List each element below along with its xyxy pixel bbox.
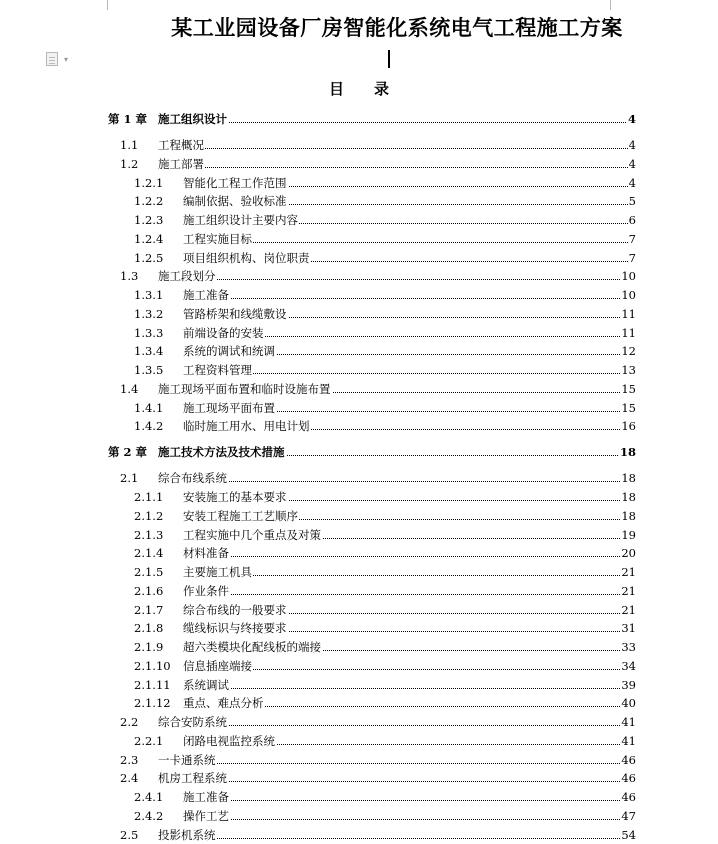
toc-entry-page: 15 — [621, 381, 636, 396]
toc-entry[interactable] — [0, 619, 718, 635]
toc-entry-page: 10 — [621, 288, 636, 302]
toc-entry-page: 20 — [621, 546, 636, 561]
toc-entry-number: 2.1.7 — [134, 602, 164, 617]
toc-entry-number: 2.5 — [120, 827, 139, 842]
toc-entry-title: 施工组织设计主要内容 — [183, 213, 298, 227]
toc-entry-number: 1.2.1 — [134, 175, 164, 190]
toc-entry-number: 1.3.3 — [134, 325, 164, 340]
toc-entry-number: 2.1.2 — [134, 508, 164, 523]
toc-entry[interactable] — [0, 694, 718, 710]
toc-entry-title: 操作工艺 — [183, 808, 229, 823]
toc-leader-dots — [183, 298, 632, 299]
toc-entry-page: 4 — [628, 138, 636, 152]
toc-entry-title: 信息插座端接 — [183, 658, 252, 673]
toc-entry-page: 18 — [621, 471, 636, 486]
toc-entry-page: 7 — [628, 231, 636, 246]
toc-entry[interactable] — [0, 488, 718, 504]
toc-entry-number: 2.4.1 — [134, 790, 164, 804]
toc-entry[interactable] — [0, 676, 718, 692]
toc-entry[interactable] — [0, 417, 718, 433]
toc-entry-number: 第 1 章 — [108, 112, 148, 126]
toc-leader-dots — [158, 781, 632, 782]
toc-entry[interactable] — [0, 563, 718, 579]
toc-entry-page: 46 — [621, 752, 636, 767]
toc-entry-page: 4 — [627, 112, 636, 126]
toc-entry[interactable] — [0, 380, 718, 396]
toc-entry[interactable] — [0, 174, 718, 190]
toc-entry-title: 超六类模块化配线板的端接 — [183, 640, 321, 654]
toc-entry-page: 21 — [621, 602, 636, 617]
toc-entry-title: 综合安防系统 — [158, 715, 227, 729]
toc-entry-number: 2.4.2 — [134, 808, 164, 823]
toc-leader-dots — [183, 800, 632, 801]
toc-entry-page: 18 — [619, 445, 636, 460]
toc-entry-title: 智能化工程工作范围 — [183, 175, 287, 190]
toc-entry[interactable] — [0, 324, 718, 340]
toc-entry-title: 工程实施目标 — [183, 231, 252, 246]
toc-entry-number: 1.2 — [120, 156, 139, 171]
toc-heading: 目 录 — [328, 80, 389, 98]
toc-entry[interactable] — [0, 211, 718, 227]
toc-entry-number: 1.3.4 — [134, 344, 164, 359]
toc-entry-page: 33 — [621, 640, 636, 654]
toc-entry-page: 18 — [621, 508, 636, 523]
toc-entry-number: 2.4 — [120, 771, 139, 786]
toc-entry[interactable] — [0, 342, 718, 358]
toc-entry-title: 施工技术方法及技术措施 — [158, 445, 285, 460]
toc-entry-page: 46 — [621, 771, 636, 786]
toc-entry-page: 39 — [621, 677, 636, 692]
toc-entry-page: 6 — [628, 213, 636, 227]
toc-entry-title: 重点、难点分析 — [183, 696, 264, 711]
toc-entry-title: 一卡通系统 — [158, 752, 216, 767]
toc-entry-title: 综合布线系统 — [158, 471, 227, 486]
toc-entry-number: 2.1.3 — [134, 527, 164, 542]
toc-entry[interactable] — [0, 230, 718, 246]
toc-entry-page: 41 — [621, 715, 636, 729]
toc-entry-page: 31 — [621, 621, 636, 636]
toc-entry-page: 46 — [621, 790, 636, 804]
toc-entry-page: 5 — [628, 194, 636, 209]
toc-entry-number: 2.1 — [120, 471, 139, 486]
document-title: 某工业园设备厂房智能化系统电气工程施工方案 — [171, 15, 623, 40]
document-icon[interactable] — [46, 52, 58, 66]
toc-entry[interactable] — [0, 249, 718, 265]
toc-entry-title: 项目组织机构、岗位职责 — [183, 250, 310, 265]
toc-entry-page: 13 — [621, 363, 636, 377]
toc-entry-number: 1.4.2 — [134, 419, 164, 434]
toc-entry-number: 1.3.2 — [134, 306, 164, 321]
toc-entry-number: 1.3.5 — [134, 363, 164, 377]
toc-entry-title: 编制依据、验收标准 — [183, 194, 287, 209]
toc-entry-title: 安装工程施工工艺顺序 — [183, 508, 298, 523]
toc-entry[interactable] — [0, 732, 718, 748]
toc-entry-number: 2.1.1 — [134, 490, 164, 504]
toc-entry-title: 施工现场平面布置和临时设施布置 — [158, 381, 331, 396]
toc-leader-dots — [158, 122, 632, 123]
toc-entry-title: 机房工程系统 — [158, 771, 227, 786]
toc-entry[interactable] — [0, 638, 718, 654]
toc-entry-page: 18 — [621, 490, 636, 504]
toc-entry[interactable] — [0, 507, 718, 523]
toc-entry-title: 材料准备 — [183, 546, 229, 561]
toc-entry[interactable] — [0, 807, 718, 823]
toc-entry-page: 21 — [621, 565, 636, 579]
toc-entry[interactable] — [0, 657, 718, 673]
text-cursor — [388, 50, 390, 68]
toc-entry[interactable] — [0, 155, 718, 171]
toc-leader-dots — [158, 167, 632, 168]
toc-entry-page: 4 — [628, 175, 636, 190]
toc-entry-page: 54 — [621, 827, 636, 842]
toc-entry-page: 7 — [628, 250, 636, 265]
toc-entry-number: 1.2.4 — [134, 231, 164, 246]
toc-entry-title: 综合布线的一般要求 — [183, 602, 287, 617]
toc-entry-page: 12 — [621, 344, 636, 359]
toc-entry-number: 2.1.4 — [134, 546, 164, 561]
toc-leader-dots — [158, 481, 632, 482]
toc-entry-title: 施工组织设计 — [158, 112, 227, 126]
toc-entry-title: 系统调试 — [183, 677, 229, 692]
chevron-down-icon[interactable]: ▾ — [64, 55, 69, 64]
toc-entry[interactable] — [0, 443, 718, 459]
toc-entry[interactable] — [0, 192, 718, 208]
toc-entry[interactable] — [0, 826, 718, 842]
toc-entry[interactable] — [0, 136, 718, 152]
toc-leader-dots — [158, 148, 632, 149]
toc-entry-title: 投影机系统 — [158, 827, 216, 842]
toc-entry-number: 第 2 章 — [108, 445, 148, 460]
toc-entry-number: 1.4 — [120, 381, 139, 396]
toc-leader-dots — [158, 725, 632, 726]
toc-entry[interactable] — [0, 713, 718, 729]
toc-entry-title: 施工段划分 — [158, 269, 216, 284]
toc-entry[interactable] — [0, 305, 718, 321]
toc-entry-page: 21 — [621, 583, 636, 598]
toc-entry-title: 前端设备的安装 — [183, 325, 264, 340]
toc-entry-title: 工程实施中几个重点及对策 — [183, 527, 321, 542]
page-corner-marker-left — [85, 0, 108, 10]
toc-entry-number: 2.1.12 — [134, 696, 171, 711]
toc-entry-number: 1.3.1 — [134, 288, 164, 302]
toc-entry-page: 11 — [621, 325, 636, 340]
toc-leader-dots — [183, 688, 632, 689]
toc-entry-title: 施工部署 — [158, 156, 204, 171]
toc-entry-number: 1.3 — [120, 269, 139, 284]
toc-entry[interactable] — [0, 582, 718, 598]
toc-entry[interactable] — [0, 286, 718, 302]
toc-leader-dots — [158, 838, 632, 839]
toc-entry-title: 工程资料管理 — [183, 363, 252, 377]
toc-entry-number: 1.4.1 — [134, 400, 164, 415]
toc-entry-number: 1.2.2 — [134, 194, 164, 209]
toc-entry-page: 16 — [621, 419, 636, 434]
toc-entry-page: 11 — [621, 306, 636, 321]
toc-leader-dots — [183, 594, 632, 595]
toc-entry-page: 10 — [621, 269, 636, 284]
toc-entry[interactable] — [0, 769, 718, 785]
toc-entry-page: 19 — [621, 527, 636, 542]
toc-entry-page: 41 — [621, 733, 636, 748]
toc-entry-number: 2.2 — [120, 715, 139, 729]
toc-leader-dots — [158, 763, 632, 764]
toc-entry-number: 1.2.3 — [134, 213, 164, 227]
toc-entry-number: 2.3 — [120, 752, 139, 767]
toc-entry-number: 2.1.10 — [134, 658, 171, 673]
toc-entry[interactable] — [0, 526, 718, 542]
toc-entry[interactable] — [0, 267, 718, 283]
toc-entry-page: 40 — [621, 696, 636, 711]
toc-entry-number: 2.1.9 — [134, 640, 164, 654]
toc-entry-page: 47 — [621, 808, 636, 823]
toc-leader-dots — [183, 819, 632, 820]
toc-entry[interactable] — [0, 469, 718, 485]
toc-entry-title: 管路桥架和线缆敷设 — [183, 306, 287, 321]
page-corner-marker-right — [610, 0, 633, 10]
toc-entry-title: 主要施工机具 — [183, 565, 252, 579]
toc-entry-page: 4 — [628, 156, 636, 171]
toc-entry[interactable] — [0, 110, 718, 126]
toc-entry-number: 2.1.5 — [134, 565, 164, 579]
toc-entry-number: 2.2.1 — [134, 733, 164, 748]
toc-entry-title: 工程概况 — [158, 138, 204, 152]
toc-leader-dots — [158, 279, 632, 280]
toc-entry[interactable] — [0, 788, 718, 804]
toc-entry-title: 作业条件 — [183, 583, 229, 598]
toc-entry-number: 1.1 — [120, 138, 139, 152]
toc-entry[interactable] — [0, 361, 718, 377]
toc-entry-title: 系统的调试和统调 — [183, 344, 275, 359]
toc-entry-page: 34 — [621, 658, 636, 673]
toc-entry[interactable] — [0, 601, 718, 617]
toc-entry-title: 临时施工用水、用电计划 — [183, 419, 310, 434]
toc-entry-title: 施工准备 — [183, 288, 229, 302]
toc-entry[interactable] — [0, 399, 718, 415]
toc-entry-number: 2.1.8 — [134, 621, 164, 636]
toc-entry-title: 缆线标识与终接要求 — [183, 621, 287, 636]
toc-entry-title: 安装施工的基本要求 — [183, 490, 287, 504]
toc-entry-title: 闭路电视监控系统 — [183, 733, 275, 748]
toc-entry[interactable] — [0, 751, 718, 767]
toc-entry-title: 施工准备 — [183, 790, 229, 804]
toc-entry-title: 施工现场平面布置 — [183, 400, 275, 415]
toc-entry-number: 2.1.11 — [134, 677, 171, 692]
toc-entry-number: 2.1.6 — [134, 583, 164, 598]
toc-entry-number: 1.2.5 — [134, 250, 164, 265]
toc-entry[interactable] — [0, 544, 718, 560]
toc-entry-page: 15 — [621, 400, 636, 415]
toc-leader-dots — [183, 556, 632, 557]
